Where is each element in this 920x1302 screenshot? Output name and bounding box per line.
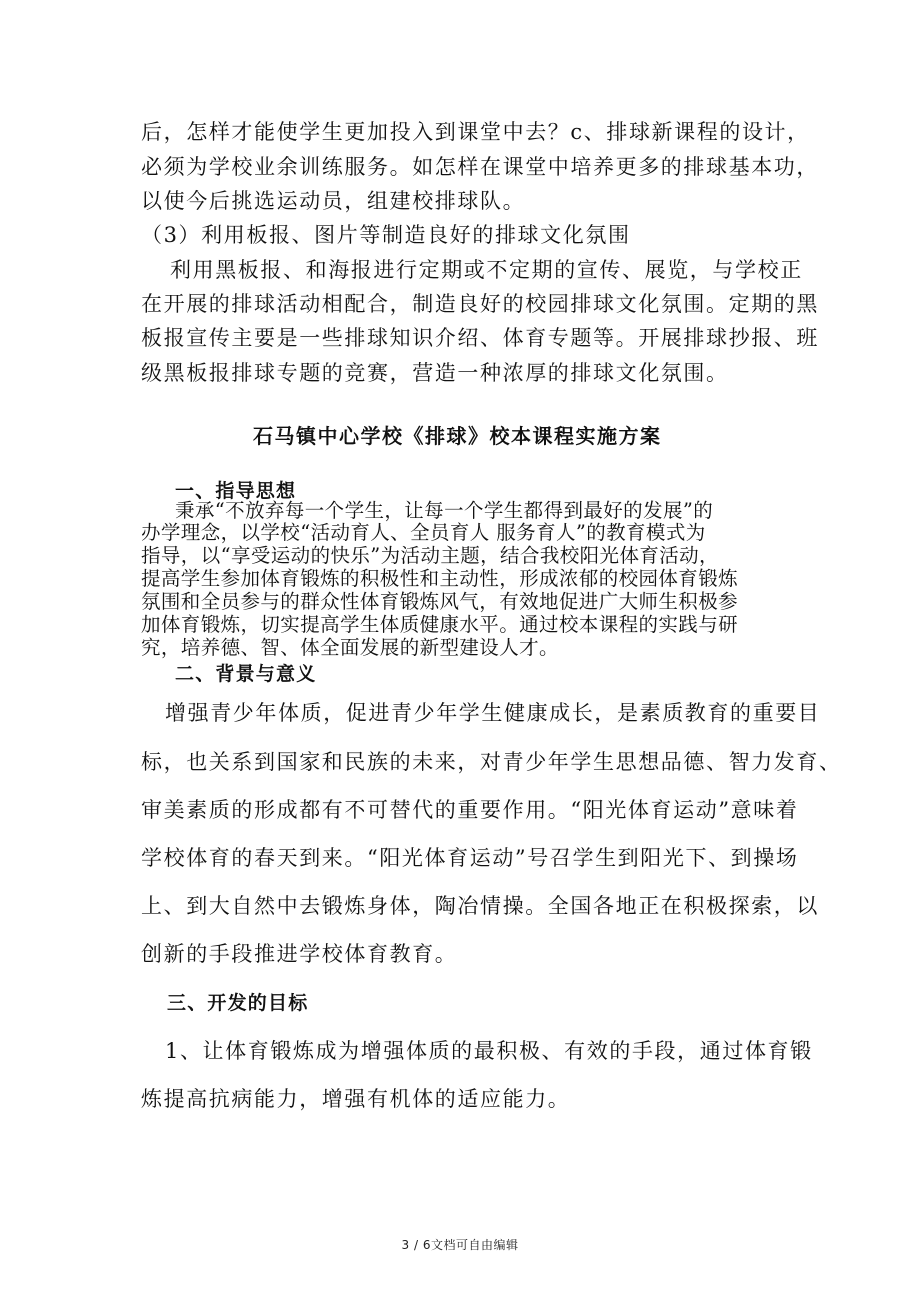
text-line: 炼提高抗病能力，增强有机体的适应能力。	[141, 1087, 571, 1111]
text-line: 指导，以“享受运动的快乐”为活动主题，结合我校阳光体育活动，	[141, 544, 719, 567]
text-line: 后，怎样才能使学生更加投入到课堂中去？c、排球新课程的设计，	[141, 120, 810, 144]
text-line: 必须为学校业余训练服务。如怎样在课堂中培养更多的排球基本功，	[141, 155, 819, 179]
text-line: 究，培养德、智、体全面发展的新型建设人才。	[141, 636, 559, 659]
text-line: 上、到大自然中去锻炼身体，陶冶情操。全国各地正在积极探索，以	[141, 894, 819, 918]
section3-heading: 三、开发的目标	[167, 992, 309, 1014]
text-line: 以使今后挑选运动员，组建校排球队。	[141, 189, 526, 213]
section2-heading: 二、背景与意义	[175, 663, 317, 685]
text-line: 利用黑板报、和海报进行定期或不定期的宣传、展览，与学校正	[170, 258, 803, 282]
text-line: 增强青少年体质，促进青少年学生健康成长，是素质教育的重要目	[165, 701, 821, 725]
text-line: 加体育锻炼，切实提高学生体质健康水平。通过校本课程的实践与研	[141, 613, 739, 636]
document-title: 石马镇中心学校《排球》校本课程实施方案	[253, 424, 662, 448]
text-line: 1、让体育锻炼成为增强体质的最积极、有效的手段，通过体育锻	[165, 1039, 813, 1063]
text-line: 创新的手段推进学校体育教育。	[141, 942, 458, 966]
text-line: 板报宣传主要是一些排球知识介绍、体育专题等。开展排球抄报、班	[141, 326, 819, 350]
text-line: 学校体育的春天到来。“阳光体育运动”号召学生到阳光下、到操场	[141, 846, 799, 870]
section1-heading: 一、指导思想	[175, 480, 297, 502]
text-line: 级黑板报排球专题的竞赛，营造一种浓厚的排球文化氛围。	[141, 361, 729, 385]
text-line: 秉承“不放弃每一个学生，让每一个学生都得到最好的发展”的	[175, 499, 714, 522]
text-line: 在开展的排球活动相配合，制造良好的校园排球文化氛围。定期的黑	[141, 292, 819, 316]
page-footer: 3 / 6文档可自由编辑	[401, 1238, 519, 1252]
subheading-3: （3）利用板报、图片等制造良好的排球文化氛围	[141, 223, 631, 247]
text-line: 提高学生参加体育锻炼的积极性和主动性，形成浓郁的校园体育锻炼	[141, 567, 739, 590]
text-line: 氛围和全员参与的群众性体育锻炼风气，有效地促进广大师生积极参	[141, 590, 739, 613]
text-line: 标，也关系到国家和民族的未来，对青少年学生思想品德、智力发育、	[141, 750, 842, 774]
text-line: 办学理念，以学校“活动育人、全员育人 服务育人”的教育模式为	[141, 521, 706, 544]
text-line: 审美素质的形成都有不可替代的重要作用。“阳光体育运动”意味着	[141, 798, 799, 822]
